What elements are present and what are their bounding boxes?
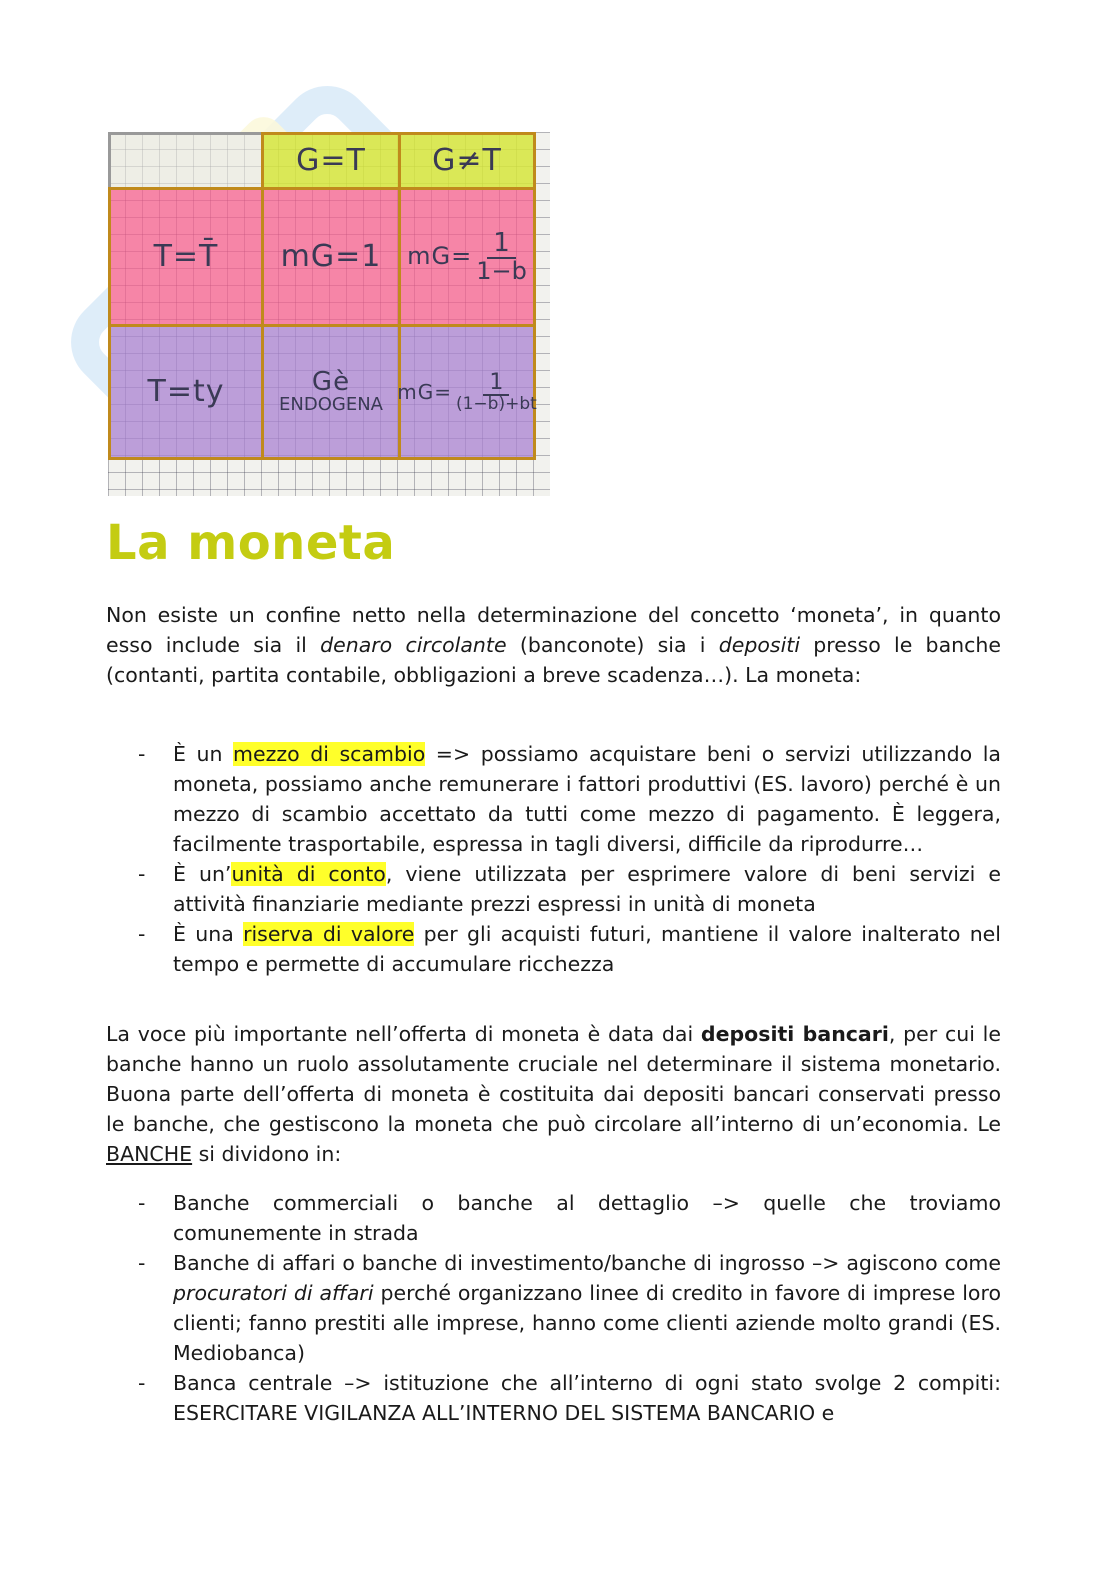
text-run: È un’	[173, 862, 232, 886]
list-item	[106, 1368, 1001, 1428]
italic-term: denaro circolante	[320, 633, 507, 657]
fraction-denominator: (1−b)+bt	[455, 393, 537, 414]
text-run: si dividono in:	[192, 1142, 342, 1166]
table-corner-cell	[108, 132, 264, 190]
row-label-text: T=ty	[147, 374, 225, 410]
table-header-g-not-equal-t	[398, 132, 536, 190]
text-run: perché organizzano linee di credito in favore di imprese loro clienti; fanno prestiti alle imprese, hanno come clienti aziende molto grandi (ES. Mediobanca)	[173, 1281, 1001, 1365]
cell-text: mG=	[407, 242, 473, 271]
header-text: G=T	[296, 143, 366, 179]
text-run: presso le banche (contanti, partita contabile, obbligazioni a breve scadenza…). La moneta:	[106, 633, 1002, 687]
text-run: Non esiste un confine netto nella determinazione del concetto ‘moneta’, in quanto esso include sia il	[106, 603, 1001, 657]
handwritten-table-photo	[108, 132, 550, 496]
table-row1-cell1	[261, 187, 401, 327]
intro-paragraph	[106, 600, 1001, 690]
text-run: => possiamo acquistare beni o servizi utilizzando la moneta, possiamo anche remunerare i fattori produttivi (ES. lavoro) perché è un mezzo di scambio accettato da tutti come mezzo di pagamento. È leggera, facilmente trasportabile, espressa in tagli diversi, difficile da riprodurre…	[173, 742, 1001, 856]
fraction-denominator: 1−b	[476, 257, 527, 286]
highlighted-term: unità di conto	[231, 862, 386, 886]
text-run: È una	[173, 922, 244, 946]
table-row1-label	[108, 187, 264, 327]
header-text: G≠T	[432, 143, 502, 179]
list-item	[106, 919, 1001, 979]
text-run: , viene utilizzata per esprimere valore di beni servizi e attività finanziarie mediante prezzi espressi in unità di moneta	[173, 862, 1001, 916]
banks-paragraph	[106, 1019, 1001, 1169]
text-run: Banche commerciali o banche al dettaglio –> quelle che troviamo comunemente in strada	[173, 1191, 1001, 1245]
text-run: , per cui le banche hanno un ruolo assolutamente cruciale nel determinare il sistema monetario. Buona parte dell’offerta di moneta è costituita dai depositi bancari conservati presso le banche, che gestiscono la moneta che può circolare all’interno di un’economia. Le	[106, 1022, 1001, 1136]
table-row2-cell2	[398, 324, 536, 460]
table-row2-label	[108, 324, 264, 460]
text-run: Banche di affari o banche di investimento/banche di ingrosso –> agiscono come	[173, 1251, 1001, 1275]
table-header-g-equal-t	[261, 132, 401, 190]
cell-text: mG=1	[280, 239, 382, 275]
dash-bullet: -	[138, 1371, 146, 1395]
list-item	[106, 739, 1001, 859]
highlighted-term: riserva di valore	[243, 922, 415, 946]
row-label-text: T=T̄	[153, 239, 219, 275]
text-run: Banca centrale –> istituzione che all’interno di ogni stato svolge 2 compiti: ESERCITARE VIGILANZA ALL’INTERNO DEL SISTEMA BANCARIO e	[173, 1371, 1001, 1425]
cell-text: Gè	[311, 366, 351, 397]
dash-bullet: -	[138, 1191, 146, 1215]
dash-bullet: -	[138, 922, 146, 946]
dash-bullet: -	[138, 1251, 146, 1275]
text-run: La voce più importante nell’offerta di moneta è data dai	[106, 1022, 701, 1046]
fraction-numerator: 1	[487, 230, 516, 259]
list-item	[106, 859, 1001, 919]
cell-text: mG=	[397, 379, 452, 404]
underlined-term: BANCHE	[106, 1142, 193, 1166]
dash-bullet: -	[138, 742, 146, 766]
list-item	[106, 1248, 1001, 1368]
text-run: per gli acquisti futuri, mantiene il valore inalterato nel tempo e permette di accumulare ricchezza	[173, 922, 1001, 976]
list-item	[106, 1188, 1001, 1248]
cell-text: ENDOGENA	[279, 394, 383, 416]
table-row2-cell1	[261, 324, 401, 460]
text-run: È un	[173, 742, 234, 766]
fraction	[456, 371, 537, 414]
bank-types-list	[106, 1188, 1001, 1428]
table-row1-cell2	[398, 187, 536, 327]
section-title: La moneta	[106, 515, 396, 571]
italic-term: procuratori di affari	[173, 1281, 374, 1305]
fraction	[476, 227, 527, 286]
text-run: (banconote) sia i	[506, 633, 719, 657]
italic-term: depositi	[718, 633, 801, 657]
highlighted-term: mezzo di scambio	[233, 742, 426, 766]
bold-term: depositi bancari	[700, 1022, 889, 1046]
dash-bullet: -	[138, 862, 146, 886]
money-functions-list	[106, 739, 1001, 979]
fraction-numerator: 1	[483, 371, 509, 396]
